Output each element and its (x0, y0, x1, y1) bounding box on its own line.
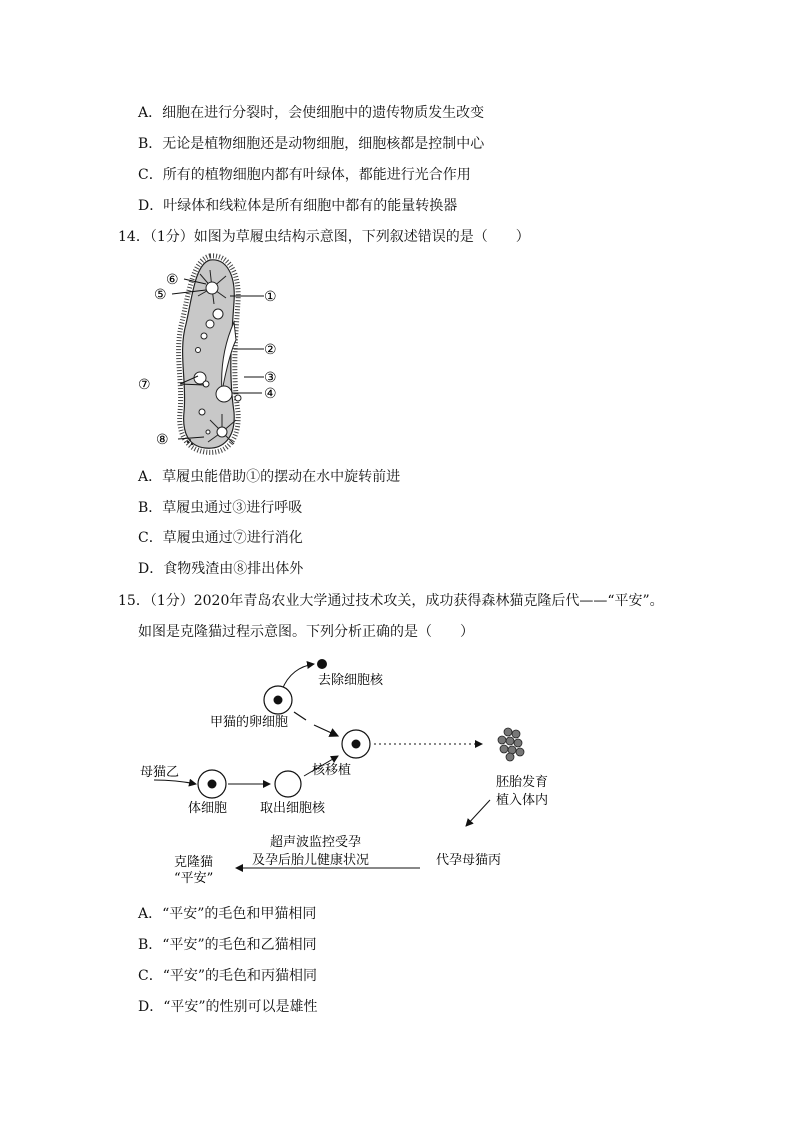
q13-option-a: A．细胞在进行分裂时，会使细胞中的遗传物质发生改变 (138, 105, 485, 121)
q15-option-b: B．“平安”的毛色和乙猫相同 (138, 937, 317, 953)
label-clone-2: “平安” (174, 871, 214, 886)
q15-option-d: D．“平安”的性别可以是雄性 (138, 999, 318, 1015)
label-remove-nucleus: 去除细胞核 (318, 673, 384, 688)
q15-option-a: A．“平安”的毛色和甲猫相同 (138, 906, 317, 922)
q14-stem: 14．（1分）如图为草履虫结构示意图，下列叙述错误的是（ ） (118, 229, 530, 245)
label-nuclear-transfer: 核移植 (312, 763, 352, 778)
paramecium-figure (138, 252, 290, 457)
label-4: ④ (264, 386, 277, 402)
q14-option-a: A．草履虫能借助①的摆动在水中旋转前进 (138, 469, 401, 485)
egg-cell (264, 686, 292, 714)
label-1: ① (264, 289, 277, 305)
q15-stem-line1: 15．（1分）2020年青岛农业大学通过技术攻关，成功获得森林猫克隆后代——“平安”。 (118, 593, 664, 609)
q14-option-d: D．食物残渣由⑧排出体外 (138, 561, 304, 577)
removed-nucleus (317, 659, 327, 669)
label-body-cell: 体细胞 (188, 801, 228, 816)
q13-option-c: C．所有的植物细胞内都有叶绿体，都能进行光合作用 (138, 167, 471, 183)
label-embryo-2: 植入体内 (496, 793, 549, 808)
label-2: ② (264, 342, 277, 358)
label-7: ⑦ (138, 377, 151, 393)
label-extract-nucleus: 取出细胞核 (260, 801, 326, 816)
label-5: ⑤ (154, 287, 167, 303)
label-embryo-1: 胚胎发育 (496, 775, 549, 790)
label-6: ⑥ (166, 272, 179, 288)
extracted-nucleus (275, 771, 301, 797)
embryo (498, 728, 524, 761)
q14-option-c: C．草履虫通过⑦进行消化 (138, 530, 303, 546)
label-surrogate: 代孕母猫丙 (436, 853, 502, 868)
body-cell (198, 770, 226, 798)
label-ultrasound-1: 超声波监控受孕 (270, 835, 362, 850)
q15-stem-line2: 如图是克隆猫过程示意图。下列分析正确的是（ ） (138, 624, 474, 640)
label-8: ⑧ (156, 432, 169, 448)
label-ultrasound-2: 及孕后胎儿健康状况 (252, 853, 370, 868)
label-mother-b: 母猫乙 (140, 765, 180, 780)
q13-option-b: B．无论是植物细胞还是动物细胞，细胞核都是控制中心 (138, 136, 485, 152)
clone-cat-diagram (130, 648, 549, 886)
label-egg-cell: 甲猫的卵细胞 (210, 715, 289, 730)
q14-option-b: B．草履虫通过③进行呼吸 (138, 500, 303, 516)
label-clone-1: 克隆猫 (174, 855, 214, 870)
reconstructed-cell (342, 730, 370, 758)
q15-option-c: C．“平安”的毛色和丙猫相同 (138, 968, 318, 984)
macronucleus (216, 386, 232, 402)
q13-option-d: D．叶绿体和线粒体是所有细胞中都有的能量转换器 (138, 198, 458, 214)
label-3: ③ (264, 370, 277, 386)
